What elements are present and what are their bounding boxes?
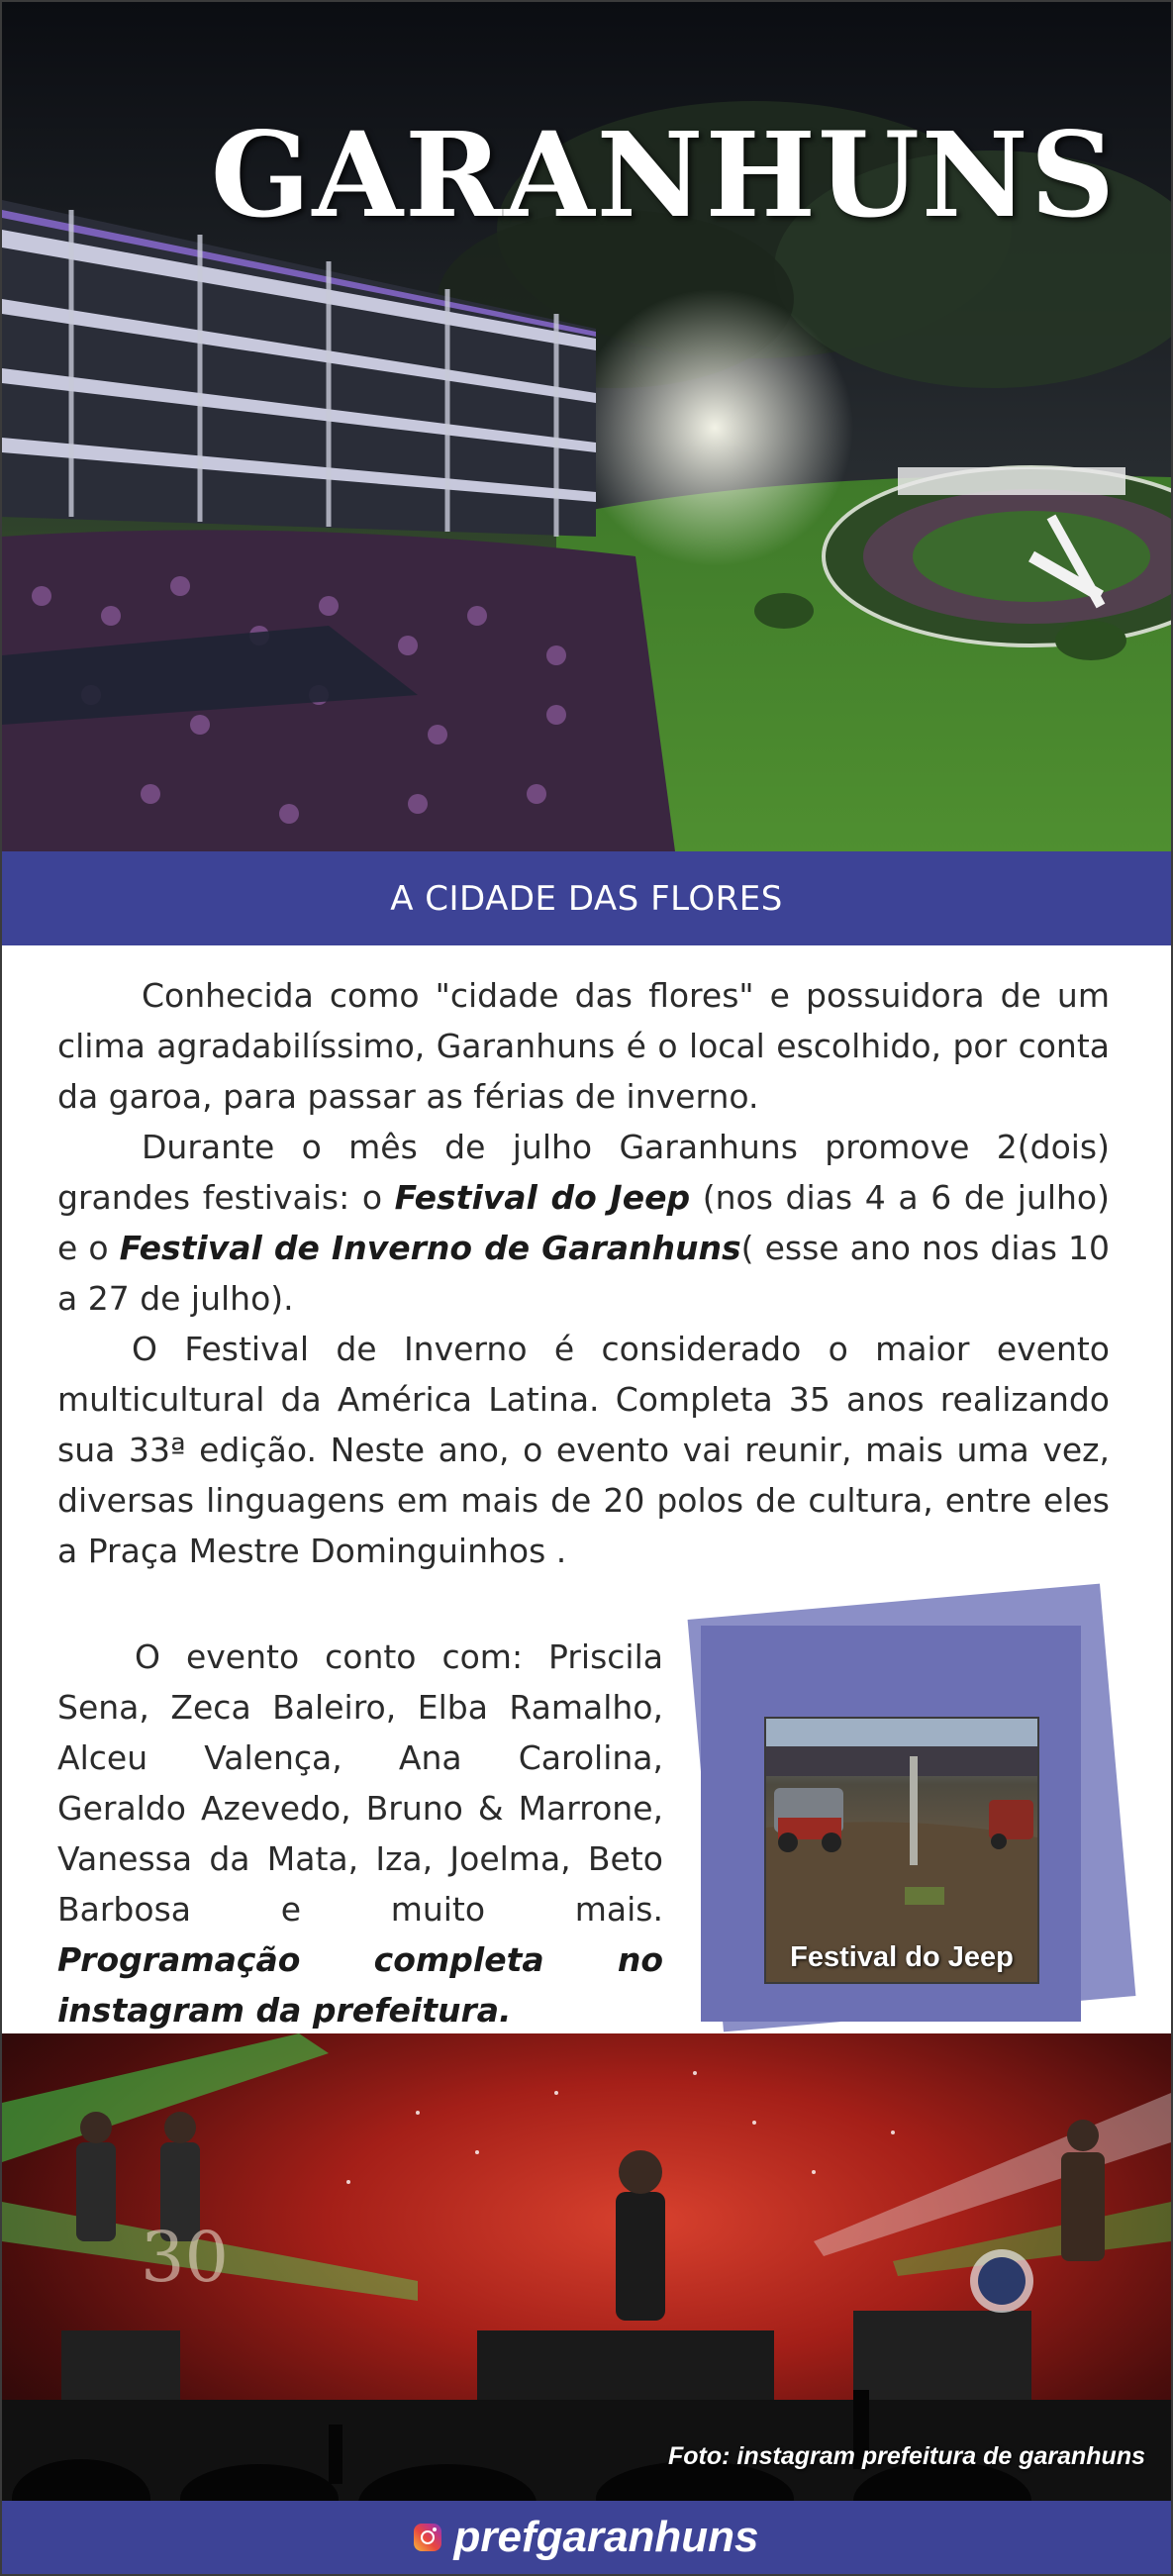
- hero-title: GARANHUNS: [210, 106, 1117, 244]
- jeep-photo-card: [695, 1596, 1130, 2031]
- jeep-festival-highlight: Festival do Jeep: [394, 1178, 691, 1217]
- hero-image: [2, 2, 1171, 851]
- footer-bar: [2, 2501, 1171, 2574]
- svg-text:30: 30: [141, 2217, 230, 2298]
- article-body: [57, 970, 1110, 1576]
- instagram-icon: [414, 2524, 441, 2551]
- winter-festival-highlight: Festival de Inverno de Garanhuns: [119, 1229, 741, 1267]
- subtitle-text: A CIDADE DAS FLORES: [390, 878, 783, 919]
- concert-illustration: [2, 2033, 1171, 2501]
- paragraph-4: O evento conto com: Priscila Sena, Zeca Baleiro, Elba Ramalho, Alceu Valença, Ana Carolina, Geraldo Azevedo, Bruno & Marrone, Vanessa da Mata, Iza, Joelma, Beto Barbosa e muito mais. Programação completa no instagram da prefeitura.: [57, 1637, 663, 2030]
- instagram-handle[interactable]: prefgaranhuns: [453, 2513, 759, 2561]
- paragraph-3: O Festival de Inverno é considerado o maior evento multicultural da América Latina. Completa 35 anos realizando sua 33ª edição. Neste ano, o evento vai reunir, mais uma vez, diversas linguagens em mais de 20 polos de cultura, entre eles a Praça Mestre Dominguinhos .: [57, 1330, 1110, 1570]
- concert-photo: [2, 2033, 1171, 2501]
- paragraph-1: Conhecida como "cidade das flores" e possuidora de um clima agradabilíssimo, Garanhuns é o local escolhido, por conta da garoa, para passar as férias de inverno.: [57, 976, 1110, 1116]
- card-front-frame: [701, 1626, 1081, 2022]
- paragraph-2: Durante o mês de julho Garanhuns promove 2(dois) grandes festivais: o Festival do Jeep (nos dias 4 a 6 de julho) e o Festival de Inverno de Garanhuns( esse ano nos dias 10 a 27 de julho).: [57, 1128, 1110, 1318]
- subtitle-banner: [2, 851, 1171, 945]
- schedule-highlight: Programação completa no instagram da prefeitura.: [57, 1940, 663, 2030]
- photo-credit: Foto: instagram prefeitura de garanhuns: [667, 2442, 1145, 2470]
- jeep-photo: [764, 1717, 1039, 1984]
- jeep-photo-caption: Festival do Jeep: [790, 1941, 1014, 1973]
